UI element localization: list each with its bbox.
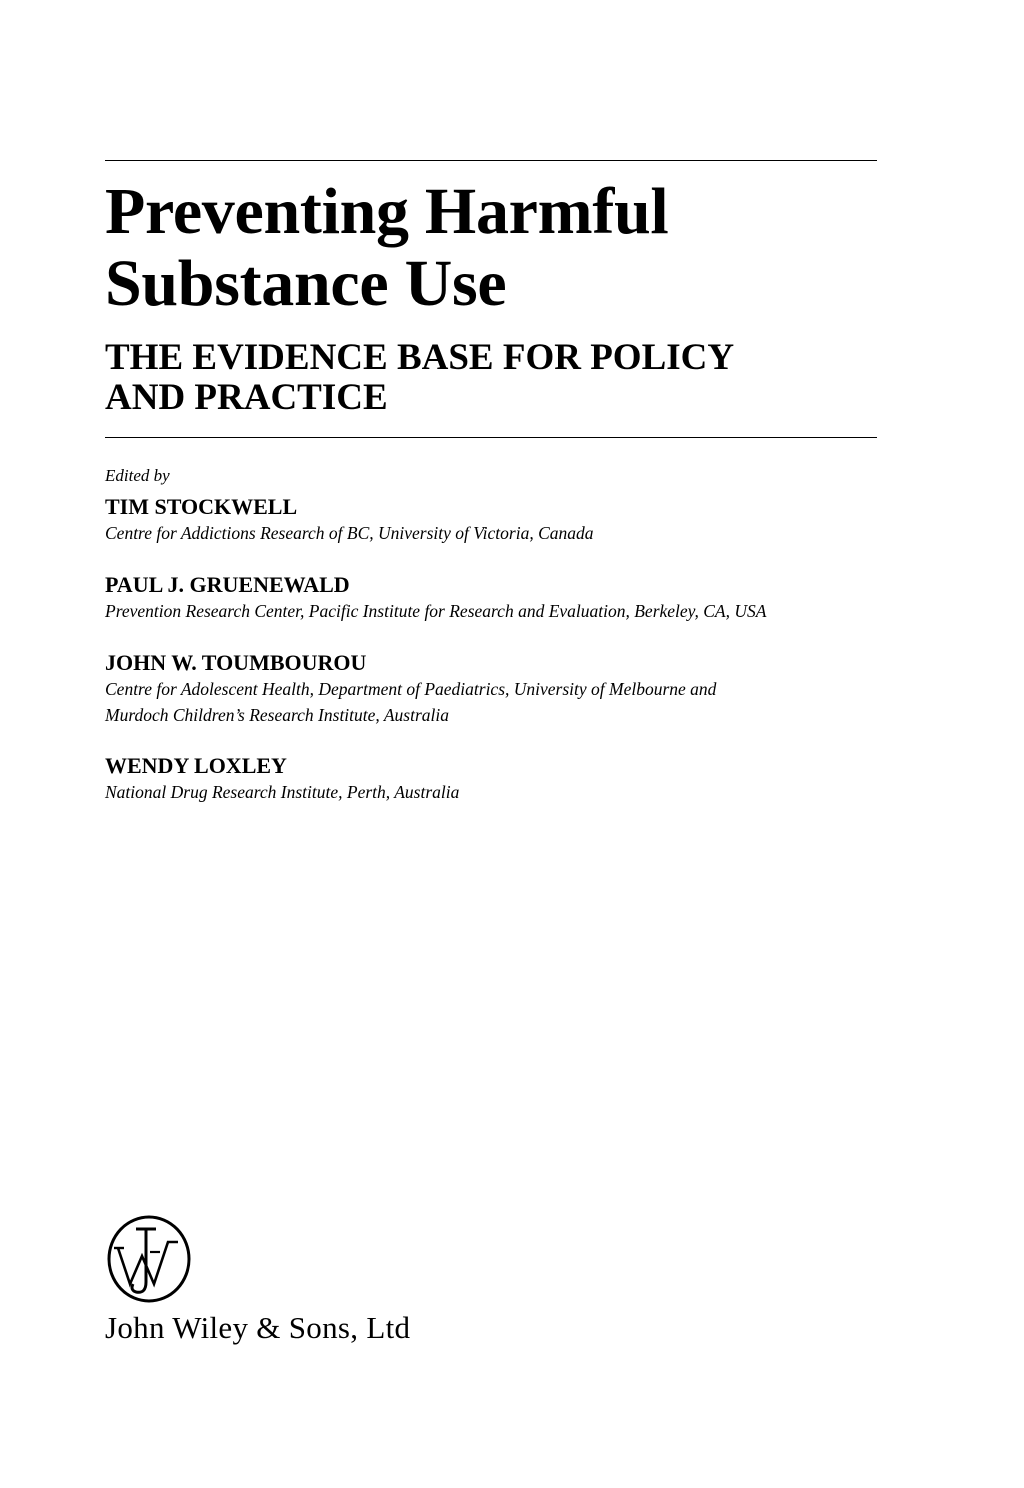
subtitle-line-1: THE EVIDENCE BASE FOR POLICY [105, 337, 735, 378]
title-line-2: Substance Use [105, 247, 507, 320]
bottom-divider [105, 437, 877, 438]
editor-name: PAUL J. GRUENEWALD [105, 572, 350, 597]
publisher-name: John Wiley & Sons, Ltd [105, 1310, 411, 1345]
wiley-logo-icon [106, 1212, 194, 1304]
editor-name: TIM STOCKWELL [105, 494, 298, 519]
editor-entry [105, 572, 905, 624]
title-line-1: Preventing Harmful [105, 175, 669, 248]
editor-affiliation: Prevention Research Center, Pacific Institute for Research and Evaluation, Berkeley, CA, USA [105, 601, 767, 621]
book-title [105, 176, 895, 320]
editor-entry [105, 650, 905, 728]
editor-affiliation: Centre for Addictions Research of BC, University of Victoria, Canada [105, 523, 594, 543]
editor-name: JOHN W. TOUMBOUROU [105, 650, 367, 675]
editor-affiliation-line-2: Murdoch Children’s Research Institute, Australia [105, 705, 449, 725]
book-subtitle [105, 338, 895, 418]
editor-affiliation-line-1: Centre for Adolescent Health, Department of Paediatrics, University of Melbourne and [105, 679, 717, 699]
editor-affiliation: National Drug Research Institute, Perth, Australia [105, 782, 460, 802]
editor-name: WENDY LOXLEY [105, 753, 287, 778]
edited-by-label: Edited by [105, 466, 170, 485]
top-divider [105, 160, 877, 161]
editor-entry [105, 494, 905, 546]
editor-entry [105, 753, 905, 805]
subtitle-line-2: AND PRACTICE [105, 377, 388, 418]
